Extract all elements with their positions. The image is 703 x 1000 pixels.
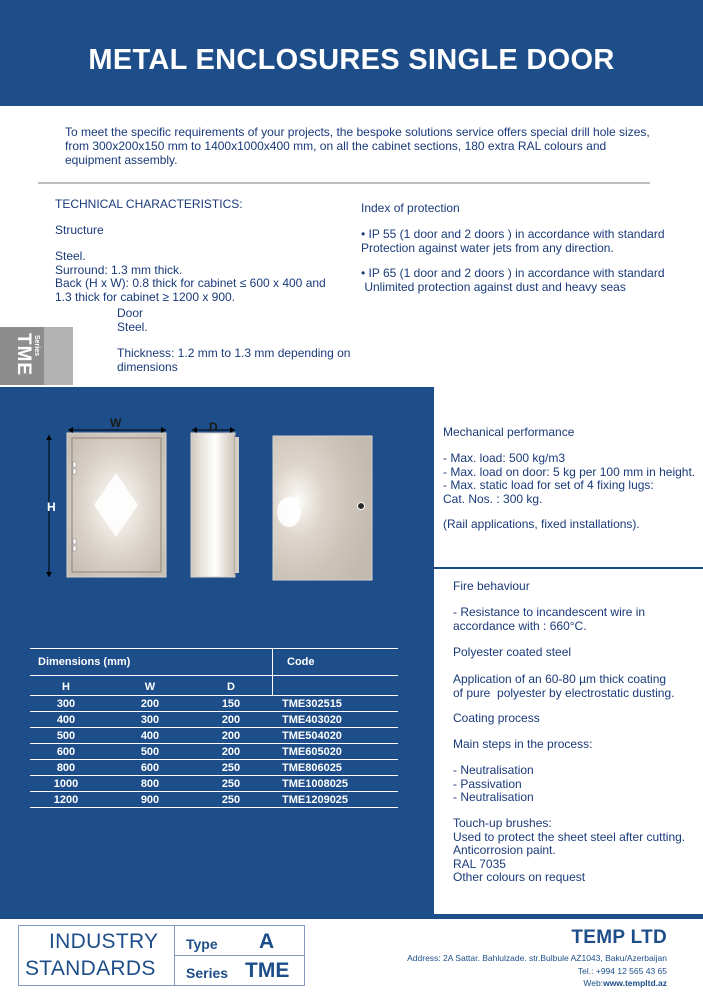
table-divider <box>272 676 273 696</box>
series-tab <box>0 327 73 385</box>
cell-code: TME403020 <box>282 714 342 726</box>
step-item: - Neutralisation <box>453 790 534 804</box>
step-item: - Passivation <box>453 776 522 791</box>
intro-paragraph: To meet the specific requirements of your projects, the bespoke solutions service offers special drill hole sizes, from 300x200x150 mm to 1400x1000x400 mm, on all the cabinet sections, 180 extra RAL colours and equipment assembly. <box>65 125 650 167</box>
fire-panel <box>434 569 703 914</box>
mechanical-line: - Max. static load for set of 4 fixing lugs: <box>443 478 654 492</box>
box-divider <box>174 955 304 956</box>
height-label: H <box>47 500 56 514</box>
company-address: Address: 2A Sattar. Bahlulzade. str.Bulbule AZ1043, Baku/Azerbaijan <box>407 953 667 963</box>
ip65-line: • IP 65 (1 door and 2 doors ) in accordance with standard <box>361 266 665 280</box>
cell-h: 300 <box>56 698 76 710</box>
standards-line-2: STANDARDS <box>25 957 156 980</box>
cell-h: 600 <box>56 746 76 758</box>
cell-w: 600 <box>140 762 160 774</box>
mechanical-line: - Max. load on door: 5 kg per 100 mm in height. <box>443 464 696 479</box>
company-web <box>407 977 667 990</box>
polyester-line: of pure polyester by electrostatic dusting. <box>453 685 675 700</box>
table-row <box>30 712 398 728</box>
series-value: TME <box>245 959 290 982</box>
standards-box <box>18 925 305 986</box>
resistance-text <box>453 606 645 633</box>
coating-heading: Coating process <box>453 711 540 725</box>
structure-text <box>55 250 326 304</box>
cell-w: 300 <box>140 714 160 726</box>
touchup-line: RAL 7035 <box>453 856 506 871</box>
cell-code: TME1008025 <box>282 778 349 790</box>
table-divider <box>272 649 273 677</box>
door-text <box>117 307 148 334</box>
resistance-line: - Resistance to incandescent wire in <box>453 605 646 619</box>
protection-heading: Index of protection <box>361 201 460 215</box>
table-row <box>30 760 398 776</box>
side-view <box>191 427 239 577</box>
table-row <box>30 728 398 744</box>
cell-h: 400 <box>56 714 76 726</box>
cell-code: TME605020 <box>282 746 342 758</box>
ip55-text <box>361 228 665 255</box>
cell-d: 250 <box>221 794 241 806</box>
standards-line-1: INDUSTRY <box>49 930 159 953</box>
cell-w: 200 <box>140 698 160 710</box>
table-column-row <box>30 676 398 696</box>
cell-code: TME806025 <box>282 762 342 774</box>
polyester-line: Application of an 60-80 µm thick coating <box>453 672 667 686</box>
cell-d: 200 <box>221 746 241 758</box>
ip65-line: Unlimited protection against dust and heavy seas <box>361 279 626 294</box>
door-line: Door <box>117 306 144 320</box>
front-view <box>46 427 166 577</box>
code-header: Code <box>287 656 315 668</box>
fire-heading: Fire behaviour <box>453 579 530 593</box>
ip65-text <box>361 267 665 294</box>
web-prefix: Web: <box>583 978 604 988</box>
depth-label: D <box>209 420 218 434</box>
cell-h: 1000 <box>53 778 79 790</box>
divider <box>38 182 650 184</box>
mechanical-line: Cat. Nos. : 300 kg. <box>443 491 543 506</box>
page-title: METAL ENCLOSURES SINGLE DOOR <box>88 44 615 76</box>
touchup-line: Anticorrosion paint. <box>453 843 556 857</box>
series-tab-label: Series <box>33 335 40 357</box>
cell-w: 800 <box>140 778 160 790</box>
column-h: H <box>62 681 70 693</box>
type-value: A <box>259 930 275 953</box>
polyester-heading: Polyester coated steel <box>453 645 572 659</box>
bottom-rule <box>0 917 703 919</box>
mechanical-note: (Rail applications, fixed installations). <box>443 517 640 531</box>
company-name: TEMP LTD <box>571 927 667 948</box>
cell-h: 1200 <box>53 794 79 806</box>
cell-w: 500 <box>140 746 160 758</box>
mechanical-line: - Max. load: 500 kg/m3 <box>443 451 566 465</box>
door-view <box>273 436 372 580</box>
company-phone: Tel.: +994 12 565 43 65 <box>577 965 667 976</box>
cell-d: 250 <box>221 762 241 774</box>
mechanical-heading: Mechanical performance <box>443 425 575 439</box>
structure-line: Steel. <box>55 249 86 263</box>
table-row <box>30 792 398 808</box>
thickness-line: Thickness: 1.2 mm to 1.3 mm depending on <box>117 346 351 360</box>
structure-line: Back (H x W): 0.8 thick for cabinet ≤ 600 x 400 and <box>55 276 326 290</box>
technical-heading: TECHNICAL CHARACTERISTICS: <box>55 197 243 211</box>
structure-label: Structure <box>55 223 104 237</box>
steps-list <box>453 764 534 805</box>
series-tab-code: TME <box>13 333 34 377</box>
web-link[interactable]: www.templtd.az <box>603 978 667 988</box>
type-label: Type <box>186 936 218 952</box>
cell-h: 500 <box>56 730 76 742</box>
table-row <box>30 776 398 792</box>
column-d: D <box>227 681 235 693</box>
ip55-line: Protection against water jets from any direction. <box>361 240 614 255</box>
structure-line: 1.3 thick for cabinet ≥ 1200 x 900. <box>55 289 236 304</box>
mechanical-panel <box>434 387 703 567</box>
step-item: - Neutralisation <box>453 763 534 777</box>
cell-w: 400 <box>140 730 160 742</box>
cell-w: 900 <box>140 794 160 806</box>
column-w: W <box>144 681 156 693</box>
ip55-line: • IP 55 (1 door and 2 doors ) in accordance with standard <box>361 227 665 241</box>
mechanical-text <box>443 452 695 506</box>
touchup-text <box>453 817 685 885</box>
cell-code: TME302515 <box>282 698 342 710</box>
series-label: Series <box>186 965 229 981</box>
company-info <box>407 927 667 990</box>
cell-d: 150 <box>221 698 241 710</box>
cell-d: 250 <box>221 778 241 790</box>
cell-code: TME504020 <box>282 730 342 742</box>
table-body <box>30 696 398 808</box>
company-address-block <box>407 952 667 990</box>
touchup-line: Other colours on request <box>453 870 586 884</box>
steps-heading: Main steps in the process: <box>453 737 593 751</box>
cell-h: 800 <box>56 762 76 774</box>
resistance-line: accordance with : 660°C. <box>453 618 587 633</box>
table-row <box>30 696 398 712</box>
cell-d: 200 <box>221 714 241 726</box>
table-header-row <box>30 648 398 676</box>
width-label: W <box>110 416 122 430</box>
table-row <box>30 744 398 760</box>
dimensions-header: Dimensions (mm) <box>38 656 131 668</box>
thickness-text <box>117 347 350 374</box>
polyester-text <box>453 673 674 700</box>
cell-d: 200 <box>221 730 241 742</box>
touchup-line: Used to protect the sheet steel after cutting. <box>453 829 686 844</box>
dimensions-table <box>30 648 398 808</box>
thickness-line: dimensions <box>117 359 178 374</box>
page-header <box>0 0 703 106</box>
structure-line: Surround: 1.3 mm thick. <box>55 262 183 277</box>
cell-code: TME1209025 <box>282 794 349 806</box>
door-line: Steel. <box>117 319 148 334</box>
touchup-line: Touch-up brushes: <box>453 816 552 830</box>
